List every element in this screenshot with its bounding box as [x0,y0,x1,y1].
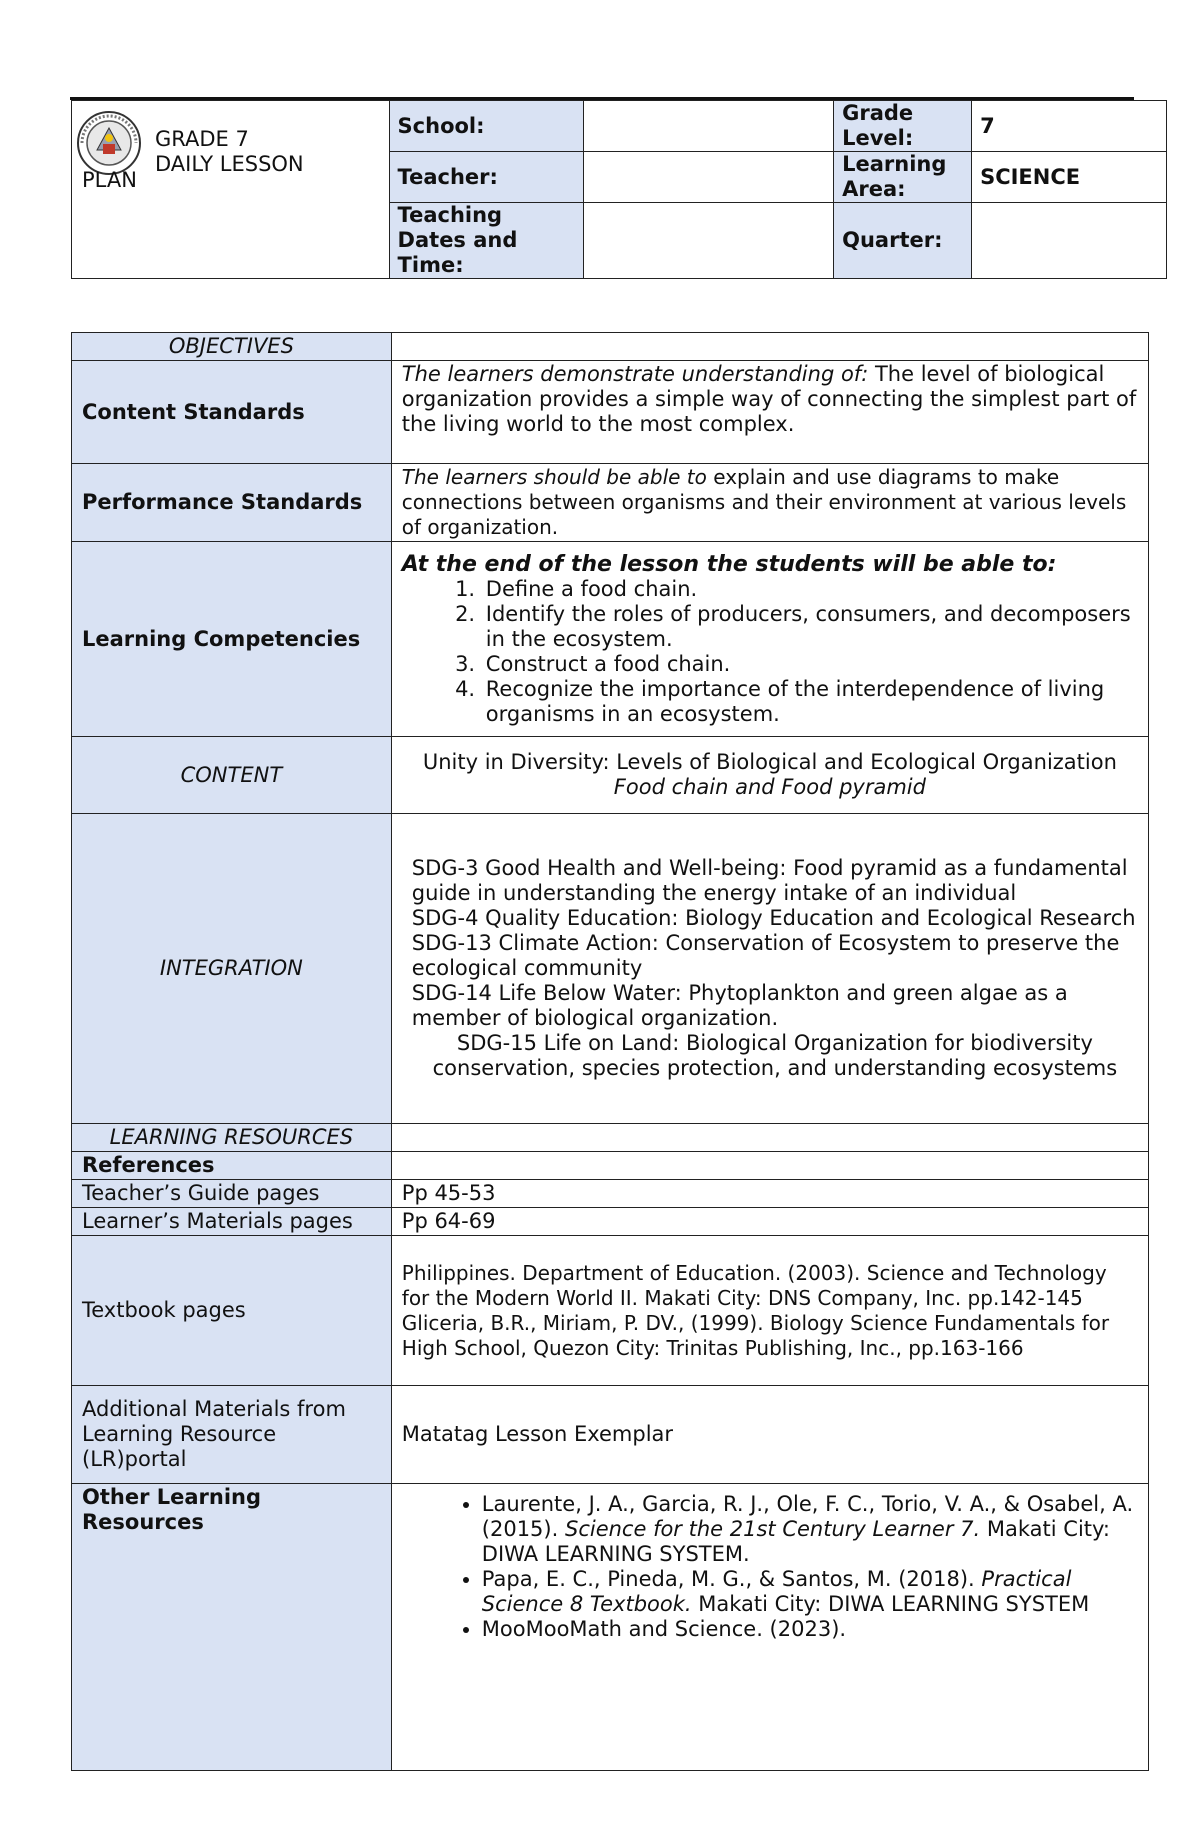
competencies-intro: At the end of the lesson the students will be able to: [401,551,1057,577]
performance-standards-label: Performance Standards [72,464,392,542]
additional-materials-value: Matatag Lesson Exemplar [391,1386,1148,1484]
learning-competencies-label: Learning Competencies [72,542,392,737]
other-resource-item [482,1617,1138,1642]
other-resources-label: Other Learning Resources [72,1484,392,1771]
learning-resources-heading: LEARNING RESOURCES [72,1124,392,1152]
teachers-guide-label: Teacher’s Guide pages [72,1180,392,1208]
objectives-blank [391,333,1148,361]
learners-materials-label: Learner’s Materials pages [72,1208,392,1236]
learners-materials-value: Pp 64-69 [391,1208,1148,1236]
title-line-3: PLAN [82,168,137,192]
resource-title: Practical Science 8 Textbook. [481,1567,1072,1616]
quarter-label: Quarter: [834,203,972,279]
teaching-dates-value[interactable] [584,203,834,279]
additional-materials-label: Additional Materials from Learning Resource (LR)portal [72,1386,392,1484]
content-standards-label: Content Standards [72,361,392,464]
title-line-1: GRADE 7 [155,127,249,151]
other-resource-item [482,1492,1138,1567]
references-label: References [72,1152,392,1180]
teacher-value[interactable] [584,152,834,203]
competency-item: 3. Construct a food chain. [482,652,1138,677]
content-subtopic: Food chain and Food pyramid [613,775,926,799]
performance-standards-intro: The learners should be able to [401,465,707,489]
title-line-2: DAILY LESSON [155,152,304,176]
integration-item: SDG-13 Climate Action: Conservation of Ecosystem to preserve the ecological community [411,931,1120,980]
learning-resources-blank [391,1124,1148,1152]
learning-area-value[interactable]: SCIENCE [972,152,1167,203]
content-cell [391,737,1148,814]
header-table [71,100,1167,279]
references-blank [391,1152,1148,1180]
quarter-value[interactable] [972,203,1167,279]
other-resource-item [482,1567,1138,1617]
textbook-cell [391,1236,1148,1386]
performance-standards-cell [391,464,1148,542]
teaching-dates-label: Teaching Dates and Time: [389,203,584,279]
resource-citation: Papa, E. C., Pineda, M. G., & Santos, M. (2018). [481,1567,975,1591]
objectives-heading: OBJECTIVES [72,333,392,361]
performance-standards-text: explain and use diagrams to make connections between organisms and their environment at various levels of organization. [401,465,1127,539]
school-label: School: [389,101,584,152]
teachers-guide-value: Pp 45-53 [391,1180,1148,1208]
content-standards-text: The level of biological organization provides a simple way of connecting the simplest part of the living world to the most complex. [401,362,1137,436]
integration-item: SDG-3 Good Health and Well-being: Food pyramid as a fundamental guide in understanding the energy intake of an individual [411,856,1128,905]
grade-level-value[interactable]: 7 [972,101,1167,152]
competency-item: 1. Define a food chain. [482,577,1138,602]
learning-area-label: Learning Area: [834,152,972,203]
content-standards-cell [391,361,1148,464]
content-topic: Unity in Diversity: Levels of Biological and Ecological Organization [422,750,1117,774]
textbook-reference: Philippines. Department of Education. (2003). Science and Technology for the Modern World II. Makati City: DNS Company, Inc. pp.142-145 [401,1260,1107,1310]
school-value[interactable] [584,101,834,152]
content-label: CONTENT [72,737,392,814]
lesson-plan-title [82,127,304,193]
integration-item: SDG-14 Life Below Water: Phytoplankton and green algae as a member of biological organization. [411,981,1068,1030]
resource-title: Science for the 21st Century Learner 7. [564,1517,981,1541]
integration-cell [391,814,1148,1124]
other-resources-cell [391,1484,1148,1771]
grade-level-label: Grade Level: [834,101,972,152]
resource-citation: Laurente, J. A., Garcia, R. J., Ole, F. C., Torio, V. A., & Osabel, A. (2015). [481,1492,1134,1541]
textbook-reference: Gliceria, B.R., Miriam, P. DV., (1999). Biology Science Fundamentals for High School, Quezon City: Trinitas Publishing, Inc., pp.163-166 [401,1310,1110,1360]
competency-item: 4. Recognize the importance of the interdependence of living organisms in an ecosystem. [482,677,1138,727]
integration-item: SDG-15 Life on Land: Biological Organization for biodiversity conservation, species protection, and understanding ecosystems [432,1031,1118,1080]
other-resources-list [402,1492,1138,1642]
lesson-plan-table [71,332,1149,1771]
resource-publisher: Makati City: DIWA LEARNING SYSTEM [698,1592,1090,1616]
learning-competencies-cell [391,542,1148,737]
resource-citation: MooMooMath and Science. (2023). [481,1617,847,1641]
integration-item: SDG-4 Quality Education: Biology Education and Ecological Research [411,906,1136,930]
content-standards-intro: The learners demonstrate understanding of: [401,362,869,386]
title-cell [72,101,390,279]
textbook-label: Textbook pages [72,1236,392,1386]
competency-item: 2. Identify the roles of producers, consumers, and decomposers in the ecosystem. [482,602,1138,652]
competencies-list [402,577,1138,727]
teacher-label: Teacher: [389,152,584,203]
integration-label: INTEGRATION [72,814,392,1124]
resource-publisher: Makati City: DIWA LEARNING SYSTEM. [481,1517,1110,1566]
